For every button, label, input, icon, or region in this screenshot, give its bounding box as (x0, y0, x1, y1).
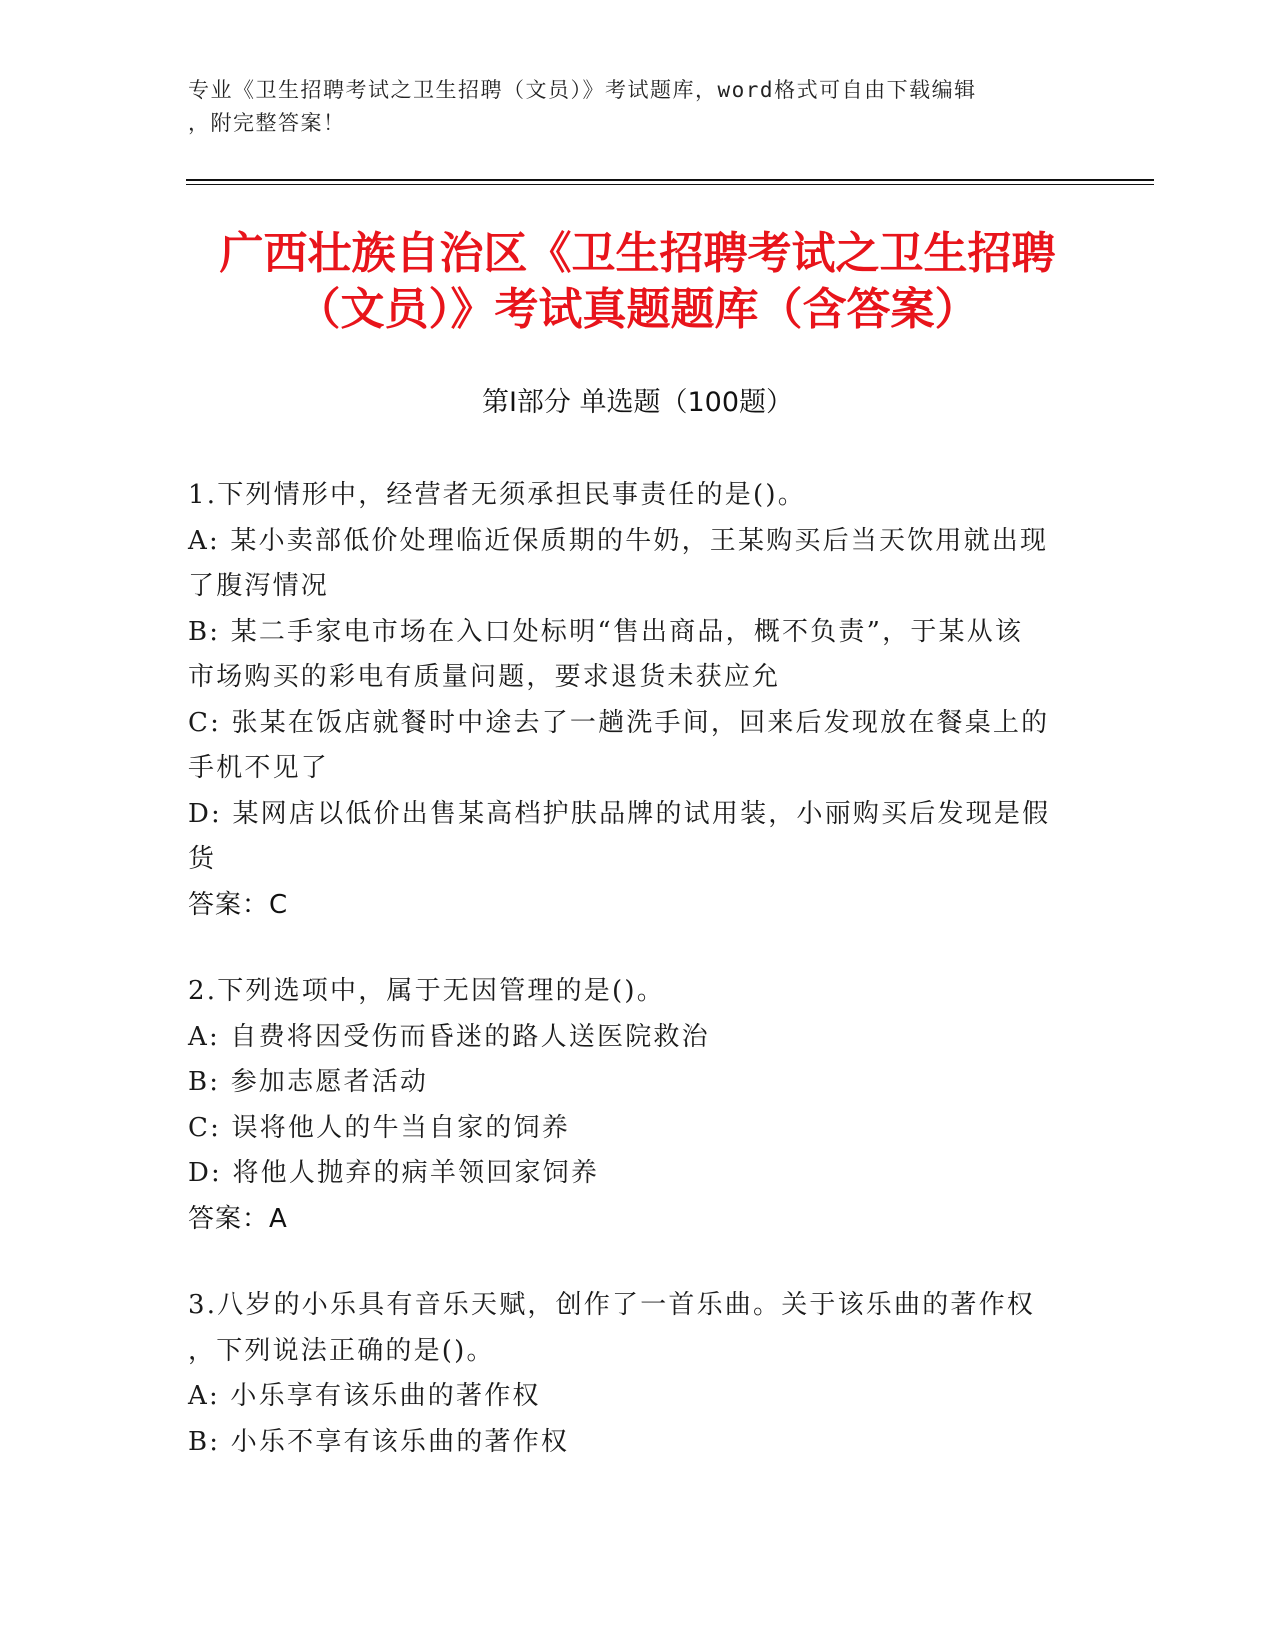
option-c: C: 张某在饭店就餐时中途去了一趟洗手间，回来后发现放在餐桌上的 (188, 707, 1050, 738)
document-title-line: 广西壮族自治区《卫生招聘考试之卫生招聘 (219, 228, 1056, 279)
option-a: A: 某小卖部低价处理临近保质期的牛奶，王某购买后当天饮用就出现 (188, 525, 1049, 556)
option-c-continued: 手机不见了 (188, 753, 330, 783)
option-b: B: 参加志愿者活动 (188, 1067, 429, 1097)
answer-line: 答案：C (188, 889, 289, 920)
option-a-continued: 了腹泻情况 (188, 571, 330, 601)
option-d: D: 将他人抛弃的病羊领回家饲养 (188, 1158, 600, 1188)
header-divider-thick (186, 179, 1154, 181)
header-note-line: 专业《卫生招聘考试之卫生招聘（文员）》考试题库，word格式可自由下载编辑 (188, 78, 977, 102)
option-d: D: 某网店以低价出售某高档护肤品牌的试用装，小丽购买后发现是假 (188, 798, 1051, 829)
question-stem: 1.下列情形中，经营者无须承担民事责任的是()。 (188, 480, 806, 510)
question-stem-continued: ，下列说法正确的是()。 (188, 1335, 495, 1366)
question-list (188, 473, 1078, 1506)
header-divider-thin (186, 184, 1154, 185)
option-b: B: 小乐不享有该乐曲的著作权 (188, 1426, 570, 1457)
option-b-continued: 市场购买的彩电有质量问题，要求退货未获应允 (188, 662, 781, 692)
option-d-continued: 货 (188, 844, 217, 874)
header-note-line: ，附完整答案！ (188, 111, 346, 135)
option-c: C: 误将他人的牛当自家的饲养 (188, 1112, 570, 1143)
option-a: A: 自费将因受伤而昏迷的路人送医院救治 (188, 1021, 710, 1052)
document-title-line: （文员）》考试真题题库（含答案） (296, 284, 979, 335)
question-2 (188, 969, 1078, 1242)
question-3 (188, 1283, 1078, 1465)
document-title (150, 226, 1125, 338)
header-note (188, 74, 1088, 140)
option-a: A: 小乐享有该乐曲的著作权 (188, 1381, 541, 1411)
answer-line: 答案：A (188, 1203, 288, 1234)
question-1 (188, 473, 1078, 928)
option-b: B: 某二手家电市场在入口处标明“售出商品，概不负责”，于某从该 (188, 616, 1024, 647)
question-stem: 3.八岁的小乐具有音乐天赋，创作了一首乐曲。关于该乐曲的著作权 (188, 1290, 1036, 1320)
question-stem: 2.下列选项中，属于无因管理的是()。 (188, 976, 665, 1006)
section-title: 第Ⅰ部分 单选题（100题） (481, 387, 794, 418)
